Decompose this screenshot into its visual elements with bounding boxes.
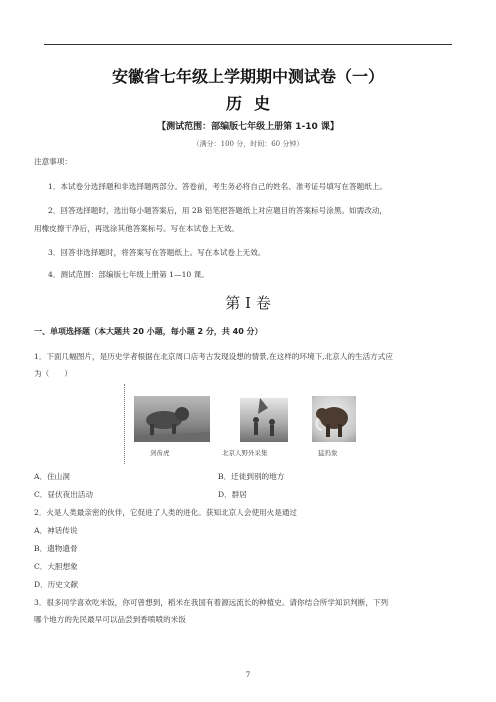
caption-peking-man: 北京人野外采集 xyxy=(222,449,268,457)
score-time: （满分：100 分，时间：60 分钟） xyxy=(192,140,304,148)
notice-item-1: 1．本试卷分选择题和非选择题两部分。答卷前，考生务必将自己的姓名、准考证号填写在答题纸上。 xyxy=(48,182,387,191)
question-1-stem-cont: 为（ ） xyxy=(34,369,72,378)
caption-sabertooth: 剑齿虎 xyxy=(150,449,170,457)
notice-item-3: 3．回答非选择题时，将答案写在答题纸上。写在本试卷上无效。 xyxy=(48,248,266,257)
q2-option-a: A．神话传说 xyxy=(34,526,78,535)
question-1-stem: 1．下面几幅图片，是历史学者根据在北京周口店考古发现设想的情景,在这样的环境下,北京人的生活方式应 xyxy=(34,352,393,361)
exam-title: 安徽省七年级上学期期中测试卷（一） xyxy=(111,67,384,86)
q1-option-a: A．住山洞 xyxy=(34,472,70,481)
test-scope: 【测试范围：部编版七年级上册第 1-10 课】 xyxy=(157,122,339,132)
q2-option-d: D．历史文献 xyxy=(34,580,79,589)
caption-mammoth: 猛犸象 xyxy=(318,449,338,457)
notice-item-2: 2．回答选择题时，选出每小题答案后，用 2B 铅笔把答题纸上对应题目的答案标号涂黑。如需改动， xyxy=(48,206,388,215)
top-rule xyxy=(44,44,452,45)
page-number: 7 xyxy=(245,671,251,679)
question-2-stem: 2．火是人类最亲密的伙伴，它促进了人类的进化。获知北京人会使用火是通过 xyxy=(34,508,298,517)
question-3-stem-cont: 哪个地方的先民最早可以品尝到香喷喷的米饭 xyxy=(34,615,186,624)
q2-option-c: C．大胆想象 xyxy=(34,562,78,571)
peking-man-gathering-image xyxy=(240,398,288,442)
question-1-images xyxy=(124,384,358,464)
sabertooth-image xyxy=(134,396,210,442)
question-3-stem: 3．很多同学喜欢吃米饭，你可曾想到，稻米在我国有着源远流长的种植史。请你结合所学知识判断，下列 xyxy=(34,598,389,607)
notice-item-4: 4．测试范围：部编版七年级上册第 1—10 课。 xyxy=(48,270,209,279)
q1-option-c: C．昼伏夜出活动 xyxy=(34,490,93,499)
mammoth-image xyxy=(312,396,356,442)
subject-title: 历史 xyxy=(225,94,282,113)
section-heading: 一、单项选择题（本大题共 20 小题，每小题 2 分，共 40 分） xyxy=(34,327,263,336)
q1-option-d: D．群居 xyxy=(218,490,247,499)
q2-option-b: B．遗物遗骨 xyxy=(34,544,78,553)
q1-option-b: B．迁徙到别的地方 xyxy=(218,472,285,481)
notice-heading: 注意事项： xyxy=(34,157,72,166)
notice-item-2-cont: 用橡皮擦干净后，再选涂其他答案标号。写在本试卷上无效。 xyxy=(34,224,240,233)
volume-title: 第 I 卷 xyxy=(225,294,271,312)
